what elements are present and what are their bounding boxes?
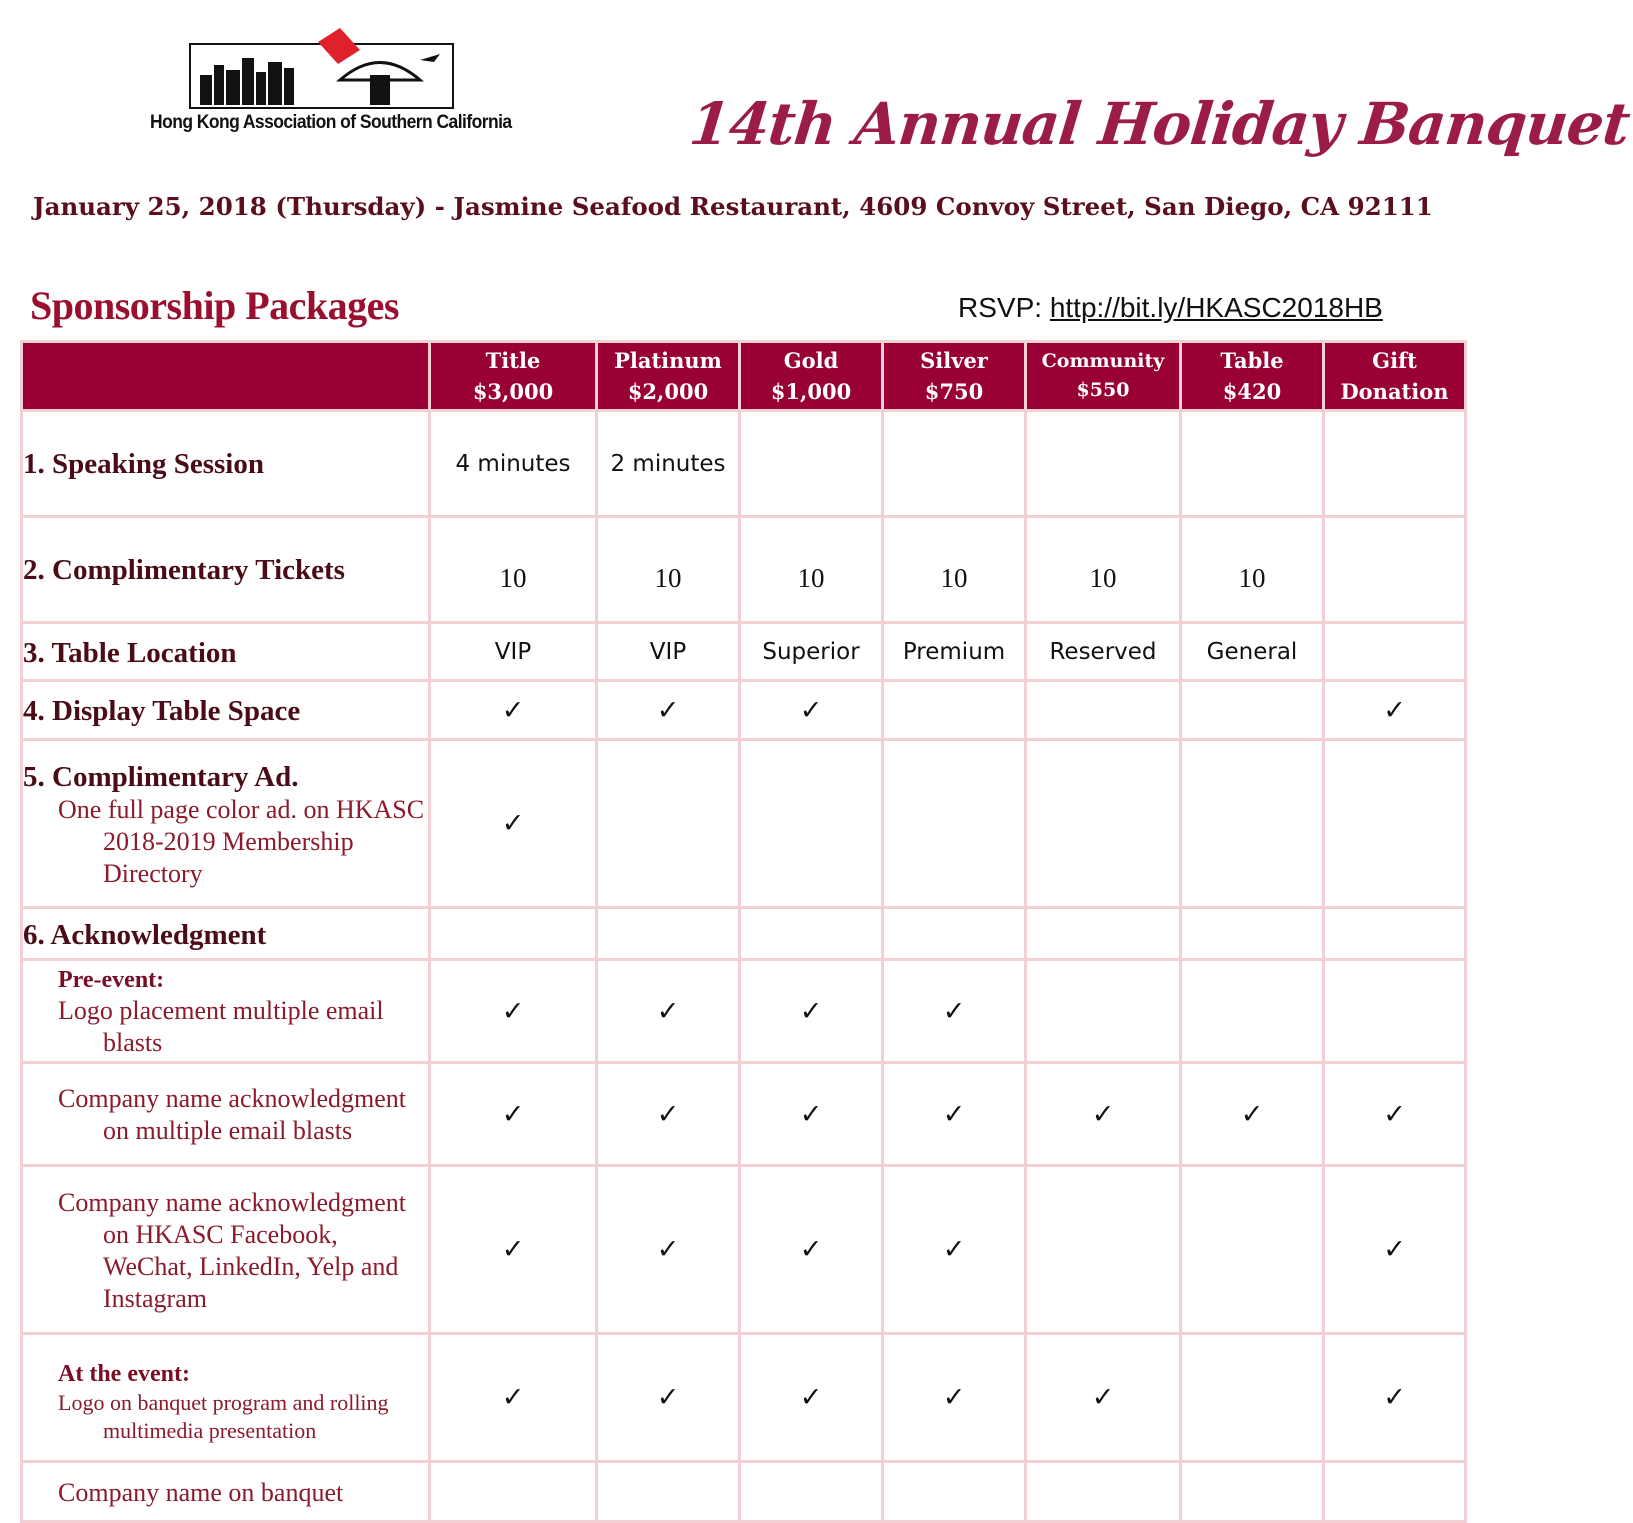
- sponsorship-table: [20, 340, 1467, 1523]
- check-icon: ✓: [656, 1098, 680, 1130]
- check-icon: ✓: [942, 1098, 966, 1130]
- table-header-row: [22, 342, 1466, 411]
- cell: [1181, 681, 1324, 740]
- rsvp-label: RSVP:: [958, 292, 1043, 323]
- cell: VIP: [597, 623, 740, 681]
- cell: 10: [1181, 517, 1324, 623]
- check-icon: ✓: [656, 694, 680, 726]
- check-icon: ✓: [501, 694, 525, 726]
- check-icon: ✓: [501, 995, 525, 1027]
- row-label: [22, 1462, 430, 1522]
- cell: [740, 908, 883, 960]
- rsvp-link[interactable]: http://bit.ly/HKASC2018HB: [1049, 292, 1383, 323]
- cell: [740, 960, 883, 1063]
- cell: [883, 1166, 1026, 1334]
- cell: [1181, 1334, 1324, 1462]
- event-title: 14th Annual Holiday Banquet: [686, 90, 1633, 158]
- table-row: [22, 960, 1466, 1063]
- check-icon: ✓: [1091, 1098, 1115, 1130]
- table-row: [22, 411, 1466, 517]
- check-icon: ✓: [799, 1382, 823, 1413]
- cell: [740, 681, 883, 740]
- cell: [597, 1063, 740, 1166]
- cell: [1181, 1063, 1324, 1166]
- row-sublabel: Company name acknowledgment on HKASC Facebook, WeChat, LinkedIn, Yelp and Instagram: [58, 1187, 407, 1313]
- cell: [1026, 1334, 1181, 1462]
- cell: [597, 1334, 740, 1462]
- check-icon: ✓: [1383, 694, 1406, 726]
- org-logo: [130, 15, 512, 143]
- cell: Reserved: [1026, 623, 1181, 681]
- cell: General: [1181, 623, 1324, 681]
- row-label: 5. Complimentary Ad. One full page color ad. on HKASC 2018-2019 Membership Directory: [22, 740, 430, 908]
- col-header: Gift Donation: [1324, 342, 1466, 411]
- col-header: Platinum $2,000: [597, 342, 740, 411]
- col-header: Table $420: [1181, 342, 1324, 411]
- row-label: 2. Complimentary Tickets: [22, 517, 430, 623]
- check-icon: ✓: [799, 1098, 823, 1130]
- cell: [883, 1462, 1026, 1522]
- row-label: [22, 1063, 430, 1166]
- cell: [597, 681, 740, 740]
- table-row: [22, 908, 1466, 960]
- cell: [1026, 1166, 1181, 1334]
- skyline-logo-icon: [190, 20, 440, 120]
- row-label: [22, 1334, 430, 1462]
- cell: Superior: [740, 623, 883, 681]
- check-icon: ✓: [501, 1382, 525, 1413]
- cell: [740, 1334, 883, 1462]
- cell: [883, 740, 1026, 908]
- col-header: Silver $750: [883, 342, 1026, 411]
- col-header: Title $3,000: [430, 342, 597, 411]
- cell: [1324, 1462, 1466, 1522]
- row-label: [22, 960, 430, 1063]
- cell: 10: [740, 517, 883, 623]
- cell: [430, 1334, 597, 1462]
- cell: [1324, 1063, 1466, 1166]
- cell: [1324, 681, 1466, 740]
- cell: [740, 1166, 883, 1334]
- cell: [430, 960, 597, 1063]
- table-row: [22, 517, 1466, 623]
- table-row: [22, 1166, 1466, 1334]
- cell: [430, 1462, 597, 1522]
- table-row: [22, 623, 1466, 681]
- row-label: 1. Speaking Session: [22, 411, 430, 517]
- org-name: Hong Kong Association of Southern California: [150, 112, 512, 133]
- cell: [1181, 411, 1324, 517]
- cell: [1324, 960, 1466, 1063]
- cell: [740, 740, 883, 908]
- row-label: 4. Display Table Space: [22, 681, 430, 740]
- check-icon: ✓: [799, 995, 823, 1027]
- cell: 4 minutes: [430, 411, 597, 517]
- row-sublabel: Logo placement multiple email blasts: [58, 996, 384, 1057]
- cell: [1026, 1462, 1181, 1522]
- check-icon: ✓: [799, 1234, 823, 1265]
- page-title: Sponsorship Packages: [30, 283, 399, 328]
- row-label: 6. Acknowledgment: [22, 908, 430, 960]
- cell: [430, 1063, 597, 1166]
- row-sublabel: Logo on banquet program and rolling multimedia presentation: [58, 1389, 389, 1443]
- check-icon: ✓: [656, 1382, 680, 1413]
- col-header: Community $550: [1026, 342, 1181, 411]
- table-row: [22, 740, 1466, 908]
- check-icon: ✓: [656, 995, 680, 1027]
- cell: [597, 740, 740, 908]
- cell: [1181, 960, 1324, 1063]
- row-sublabel: One full page color ad. on HKASC 2018-2019 Membership Directory: [58, 794, 425, 888]
- check-icon: ✓: [501, 808, 525, 839]
- cell: [740, 1063, 883, 1166]
- cell: VIP: [430, 623, 597, 681]
- row-sublabel: Company name on banquet: [58, 1477, 344, 1507]
- cell: [883, 411, 1026, 517]
- check-icon: ✓: [942, 995, 966, 1027]
- cell: [597, 1462, 740, 1522]
- check-icon: ✓: [942, 1382, 966, 1413]
- cell: [1181, 1166, 1324, 1334]
- cell: [597, 908, 740, 960]
- cell: 10: [597, 517, 740, 623]
- cell: [1026, 681, 1181, 740]
- cell: [883, 960, 1026, 1063]
- check-icon: ✓: [501, 1098, 525, 1130]
- cell: Premium: [883, 623, 1026, 681]
- phase-label: At the event:: [58, 1360, 190, 1387]
- col-header: Gold $1,000: [740, 342, 883, 411]
- cell: [1026, 740, 1181, 908]
- cell: [740, 1462, 883, 1522]
- cell: [430, 681, 597, 740]
- cell: [1181, 740, 1324, 908]
- cell: 10: [430, 517, 597, 623]
- table-row: [22, 681, 1466, 740]
- check-icon: ✓: [501, 1234, 525, 1265]
- header-blank: [22, 342, 430, 411]
- table-row: [22, 1462, 1466, 1522]
- cell: [597, 960, 740, 1063]
- cell: [1026, 1063, 1181, 1166]
- check-icon: ✓: [1383, 1098, 1406, 1130]
- check-icon: ✓: [656, 1234, 680, 1265]
- cell: [597, 1166, 740, 1334]
- cell: [883, 908, 1026, 960]
- row-label: 3. Table Location: [22, 623, 430, 681]
- check-icon: ✓: [942, 1234, 966, 1265]
- check-icon: ✓: [1240, 1098, 1264, 1130]
- row-sublabel: Company name acknowledgment on multiple email blasts: [58, 1084, 407, 1145]
- cell: [883, 1334, 1026, 1462]
- table-row: [22, 1334, 1466, 1462]
- row-label: [22, 1166, 430, 1334]
- cell: [883, 1063, 1026, 1166]
- cell: [1324, 908, 1466, 960]
- cell: [430, 908, 597, 960]
- table-row: [22, 1063, 1466, 1166]
- cell: [740, 411, 883, 517]
- cell: 10: [883, 517, 1026, 623]
- check-icon: ✓: [1383, 1382, 1406, 1413]
- cell: [1324, 517, 1466, 623]
- check-icon: ✓: [1091, 1382, 1115, 1413]
- event-details: January 25, 2018 (Thursday) - Jasmine Seafood Restaurant, 4609 Convoy Street, San Diego, CA 92111: [33, 192, 1433, 221]
- cell: [1324, 411, 1466, 517]
- rsvp: [958, 292, 1383, 324]
- cell: [1026, 960, 1181, 1063]
- cell: [1324, 1334, 1466, 1462]
- cell: 10: [1026, 517, 1181, 623]
- cell: [430, 1166, 597, 1334]
- cell: [1324, 623, 1466, 681]
- check-icon: ✓: [799, 694, 823, 726]
- cell: 2 minutes: [597, 411, 740, 517]
- cell: [1324, 1166, 1466, 1334]
- cell: [1026, 411, 1181, 517]
- cell: [1324, 740, 1466, 908]
- cell: [1181, 1462, 1324, 1522]
- cell: [883, 681, 1026, 740]
- check-icon: ✓: [1383, 1234, 1406, 1265]
- cell: [430, 740, 597, 908]
- cell: [1026, 908, 1181, 960]
- phase-label: Pre-event:: [58, 967, 165, 993]
- cell: [1181, 908, 1324, 960]
